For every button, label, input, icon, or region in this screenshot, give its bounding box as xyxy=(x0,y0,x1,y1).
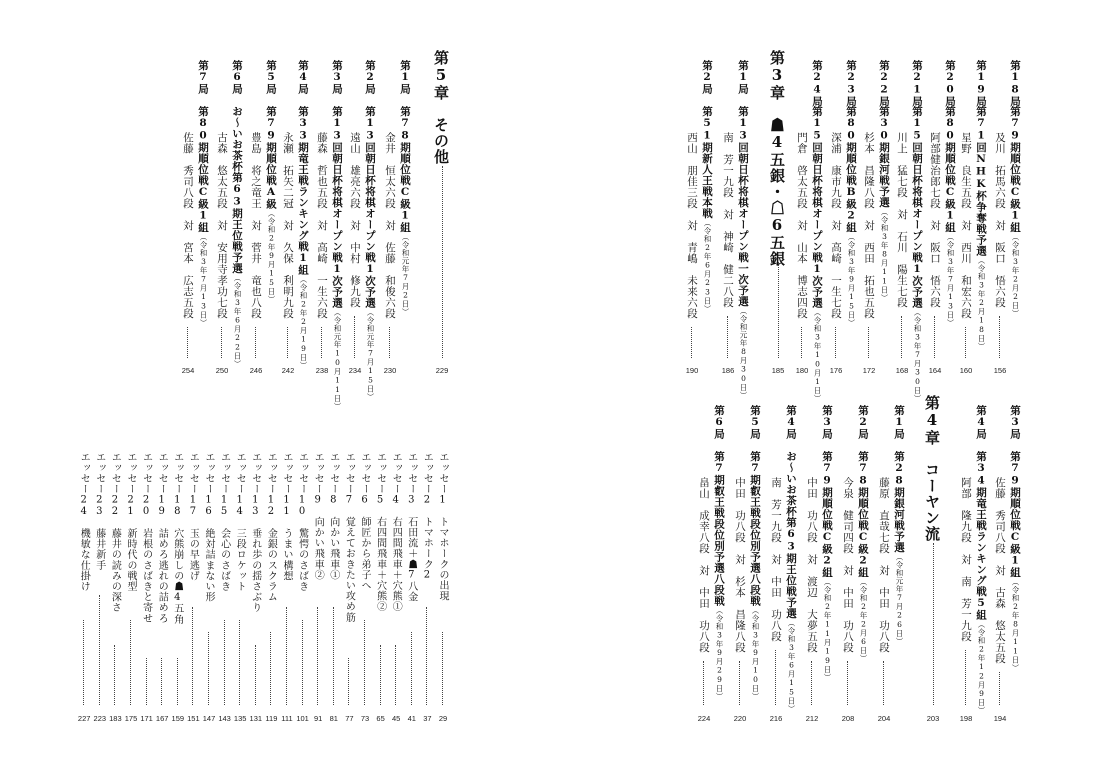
essay-item: エッセー4 右四間飛車＋穴熊① xyxy=(390,452,402,612)
game-date: （令和2年12月9日） xyxy=(977,620,986,715)
tournament-title xyxy=(856,451,870,663)
players: 中田 功八段 対 渡辺 大夢五段 xyxy=(806,477,818,653)
players: 中田 功八段 対 杉本 昌隆八段 xyxy=(734,477,746,653)
page-number: 168 xyxy=(895,366,909,375)
tournament-title xyxy=(748,451,762,701)
tournament-name: 第71回NHK杯争奪戦予選 xyxy=(975,106,987,257)
page-number: 73 xyxy=(360,714,370,723)
page-number: 216 xyxy=(769,714,783,723)
leader-dots xyxy=(442,632,443,705)
page-number: 227 xyxy=(77,714,91,723)
page-number: 208 xyxy=(841,714,855,723)
game-number: 第21局 xyxy=(911,60,923,107)
page-number: 143 xyxy=(218,714,231,723)
game-date: （令和3年9月15日） xyxy=(847,233,856,327)
game-number: 第1局 xyxy=(893,405,905,440)
page-number: 29 xyxy=(438,714,448,723)
tournament-title xyxy=(296,106,310,370)
tournament-name: 第80期順位戦B級2組 xyxy=(845,106,857,233)
tournament-title xyxy=(974,106,988,351)
essay-item: エッセー23 藤井新手 xyxy=(93,452,105,571)
players: 今泉 健司四段 対 中田 功八段 xyxy=(842,477,854,653)
tournament-name: 第34期竜王戦ランキング戦5組 xyxy=(975,451,987,621)
leader-dots xyxy=(317,607,318,705)
game-date: （令和2年2月19日） xyxy=(299,275,308,370)
leader-dots xyxy=(999,316,1000,358)
tournament-title xyxy=(736,106,750,400)
leader-dots xyxy=(348,658,349,705)
game-number: 第3局 xyxy=(331,60,343,95)
tournament-name: 第30期銀河戦予選 xyxy=(878,106,890,208)
game-number: 第5局 xyxy=(265,60,277,95)
leader-dots xyxy=(224,620,225,705)
game-number: 第4局 xyxy=(785,405,797,440)
essay-item: エッセー18 穴熊崩しの☗4五角 xyxy=(171,452,183,625)
game-date: （令和3年9月10日） xyxy=(751,606,760,701)
essay-item: エッセー22 藤井の読みの深さ xyxy=(109,452,121,613)
page-number: 238 xyxy=(315,366,329,375)
leader-dots xyxy=(389,327,390,358)
leader-dots xyxy=(933,543,934,705)
players: 西山 朋佳三段 対 青嶋 未来六段 xyxy=(686,132,698,319)
game-date: （令和3年2月18日） xyxy=(977,256,986,351)
game-number: 第7局 xyxy=(197,60,209,95)
page-number: 185 xyxy=(771,366,785,375)
game-date: （令和3年10月1日） xyxy=(813,308,822,403)
tournament-name: 第13回朝日杯将棋オープン戦1次予選 xyxy=(331,106,343,309)
players: 阿部 隆九段 対 南 芳一九段 xyxy=(960,477,972,642)
tournament-title xyxy=(196,106,210,327)
tournament-name: 第78期順位戦C級1組 xyxy=(399,106,411,233)
essay-item: エッセー6 師匠から弟子へ xyxy=(359,452,370,591)
game-date: （令和3年8月11日） xyxy=(880,208,889,302)
page-number: 190 xyxy=(685,366,699,375)
leader-dots xyxy=(411,632,412,705)
game-date: （令和3年7月13日） xyxy=(946,233,955,327)
page-number: 119 xyxy=(265,714,278,723)
tournament-name: 第79期順位戦C級1組 xyxy=(1009,106,1021,233)
players: 金井 恒太六段 対 佐藤 和俊六段 xyxy=(384,132,396,319)
tournament-title xyxy=(892,451,906,646)
page-number: 111 xyxy=(281,714,293,723)
page-number: 220 xyxy=(733,714,747,723)
page-number: 160 xyxy=(959,366,973,375)
players: 南 芳一九段 対 中田 功八段 xyxy=(770,477,782,642)
leader-dots xyxy=(146,658,147,705)
page-number: 198 xyxy=(959,714,973,723)
essay-item: エッセー20 岩根のさばきと寄せ xyxy=(140,452,152,624)
players: 永瀬 拓矢二冠 対 久保 利明九段 xyxy=(282,132,294,319)
page-number: 101 xyxy=(296,714,309,723)
page-number: 242 xyxy=(281,366,295,375)
page-number: 65 xyxy=(376,714,385,723)
tournament-name: お～いお茶杯第63期王位戦予選 xyxy=(785,451,797,619)
page-number: 250 xyxy=(215,366,229,375)
page-number: 204 xyxy=(877,714,891,723)
page-number: 183 xyxy=(109,714,122,723)
tournament-title xyxy=(712,451,726,701)
leader-dots xyxy=(83,620,84,705)
leader-dots xyxy=(380,645,381,705)
game-date: （令和2年6月23日） xyxy=(703,219,712,313)
game-number: 第2局 xyxy=(364,60,376,95)
leader-dots xyxy=(835,327,836,358)
page-number: 229 xyxy=(435,366,449,375)
tournament-name: 第80期順位戦C級1組 xyxy=(944,106,956,233)
page-number: 164 xyxy=(928,366,942,375)
game-number: 第20局 xyxy=(944,60,956,107)
page-number: 223 xyxy=(93,714,107,723)
page-number: 77 xyxy=(345,714,354,723)
essay-item: エッセー1 トマホークの出現 xyxy=(437,452,448,602)
tournament-title xyxy=(810,106,824,403)
leader-dots xyxy=(321,327,322,358)
leader-dots xyxy=(739,661,740,705)
tournament-name: 第33期竜王戦ランキング戦1組 xyxy=(297,106,309,276)
leader-dots xyxy=(426,607,427,705)
essay-item: エッセー19 詰めろ逃れの詰めろ xyxy=(156,452,168,624)
essay-item: エッセー9 向かい飛車② xyxy=(312,452,324,581)
leader-dots xyxy=(965,327,966,358)
tournament-title xyxy=(330,106,344,411)
leader-dots xyxy=(177,658,178,705)
game-date: （令和元年7月2日） xyxy=(401,233,410,316)
essay-item: エッセー11 うまい構想 xyxy=(281,452,292,582)
game-date: （令和元年7月26日） xyxy=(895,553,904,646)
tournament-name: 第78期順位戦C級2組 xyxy=(857,451,869,578)
leader-dots xyxy=(775,650,776,705)
leader-dots xyxy=(287,327,288,358)
page-number: 203 xyxy=(926,714,940,723)
tournament-name: 第79期順位戦C級2組 xyxy=(821,451,833,578)
game-date: （令和2年9月15日） xyxy=(267,209,276,304)
leader-dots xyxy=(811,661,812,705)
leader-dots xyxy=(883,661,884,705)
essay-item: エッセー15 会心のさばき xyxy=(218,452,230,592)
tournament-name: 第80期順位戦C級1組 xyxy=(197,106,209,233)
page-number: 172 xyxy=(862,366,876,375)
page-number: 91 xyxy=(314,714,323,723)
tournament-name: 第79期順位戦C級1組 xyxy=(1009,451,1021,578)
game-date: （令和3年6月22日） xyxy=(233,274,242,368)
game-number: 第1局 xyxy=(399,60,411,95)
players: 藤原 直哉七段 対 中田 功八段 xyxy=(878,477,890,653)
players: 星野 良生五段 対 西川 和宏六段 xyxy=(960,132,972,319)
essay-item: エッセー7 覚えておきたい攻め筋 xyxy=(343,452,355,623)
game-number: 第1局 xyxy=(737,60,749,95)
essay-item: エッセー21 新時代の戦型 xyxy=(125,452,136,592)
leader-dots xyxy=(364,620,365,705)
tournament-title xyxy=(974,451,988,715)
page-number: 45 xyxy=(392,714,401,723)
page-number: 41 xyxy=(407,714,416,723)
page-number: 180 xyxy=(795,366,809,375)
tournament-title xyxy=(1008,451,1022,672)
game-date: （令和3年7月30日） xyxy=(913,308,922,403)
leader-dots xyxy=(255,645,256,705)
leader-dots xyxy=(99,595,100,705)
players: 阿部健治郎七段 対 阪口 悟六段 xyxy=(929,132,941,308)
page-number: 224 xyxy=(697,714,711,723)
game-number: 第23局 xyxy=(845,60,857,107)
players: 古森 悠太五段 対 安用寺孝功七段 xyxy=(216,132,228,319)
leader-dots xyxy=(703,661,704,705)
page-number: 175 xyxy=(124,714,138,723)
game-number: 第6局 xyxy=(231,60,243,95)
tournament-name: 第7期叡王戦段位別予選八段戦 xyxy=(713,451,725,607)
game-date: （令和3年9月29日） xyxy=(715,606,724,701)
game-date: （令和元年10月11日） xyxy=(333,308,342,411)
leader-dots xyxy=(691,327,692,358)
tournament-title xyxy=(363,106,377,401)
game-number: 第19局 xyxy=(975,60,987,107)
leader-dots xyxy=(442,166,443,358)
game-number: 第24局 xyxy=(811,60,823,107)
leader-dots xyxy=(255,327,256,358)
essay-item: エッセー14 三段ロケット xyxy=(234,452,246,592)
tournament-title xyxy=(1008,106,1022,318)
tournament-name: 第51期新人王戦本戦 xyxy=(701,106,713,219)
game-date: （令和2年8月11日） xyxy=(1011,578,1020,672)
page-number: 246 xyxy=(249,366,263,375)
essay-item: エッセー3 石田流＋☗7八金 xyxy=(405,452,417,603)
page-number: 131 xyxy=(249,714,263,723)
game-number: 第18局 xyxy=(1009,60,1021,107)
page-number: 230 xyxy=(383,366,397,375)
tournament-title xyxy=(877,106,891,302)
game-number: 第5局 xyxy=(749,405,761,440)
game-number: 第2局 xyxy=(857,405,869,440)
leader-dots xyxy=(333,607,334,705)
chapter-title: 第4章 コーヤン流 xyxy=(923,395,941,542)
leader-dots xyxy=(801,327,802,358)
leader-dots xyxy=(239,620,240,705)
tournament-title xyxy=(820,451,834,682)
page-number: 171 xyxy=(140,714,153,723)
page-number: 151 xyxy=(187,714,200,723)
tournament-name: 第13回朝日杯将棋オープン戦一次予選 xyxy=(737,106,749,307)
essay-item: エッセー5 右四間飛車＋穴熊② xyxy=(374,452,386,612)
essay-item: エッセー2 トマホーク2 xyxy=(421,452,433,582)
players: 遠山 雄亮六段 対 中村 修九段 xyxy=(349,132,361,308)
players: 深浦 康市九段 対 高崎 一生七段 xyxy=(830,132,842,319)
leader-dots xyxy=(130,620,131,705)
game-number: 第2局 xyxy=(701,60,713,95)
tournament-title xyxy=(844,106,858,327)
leader-dots xyxy=(192,607,193,705)
game-number: 第6局 xyxy=(713,405,725,440)
page-number: 254 xyxy=(181,366,195,375)
page-number: 81 xyxy=(329,714,338,723)
tournament-name: 第79期順位戦A級 xyxy=(265,106,277,210)
players: 佐藤 秀司八段 対 宮本 広志五段 xyxy=(182,132,194,319)
game-date: （令和2年2月6日） xyxy=(859,578,868,663)
tournament-name: 第28期銀河戦予選 xyxy=(893,451,905,553)
essay-item: エッセー17 玉の早逃げ xyxy=(187,452,199,582)
leader-dots xyxy=(901,316,902,358)
game-date: （令和3年6月15日） xyxy=(787,619,796,713)
tournament-name: 第13回朝日杯将棋オープン戦1次予選 xyxy=(364,106,376,309)
leader-dots xyxy=(270,632,271,705)
essay-item: エッセー13 垂れ歩の揺さぶり xyxy=(249,452,261,613)
game-number: 第3局 xyxy=(821,405,833,440)
players: 及川 拓馬六段 対 阪口 悟六段 xyxy=(994,132,1006,308)
chapter-title: 第5章 その他 xyxy=(432,50,450,165)
leader-dots xyxy=(302,620,303,705)
game-date: （令和元年7月15日） xyxy=(366,308,375,401)
essay-item: エッセー8 向かい飛車① xyxy=(327,452,339,581)
tournament-title xyxy=(264,106,278,304)
tournament-title xyxy=(398,106,412,316)
players: 佐藤 秀司八段 対 古森 悠太五段 xyxy=(994,477,1006,664)
page-number: 156 xyxy=(993,366,1007,375)
players: 杉本 昌隆八段 対 西田 拓也五段 xyxy=(863,132,875,319)
game-date: （令和2年11月19日） xyxy=(823,578,832,682)
tournament-name: お～いお茶杯第63期王位戦予選 xyxy=(231,106,243,274)
players: 南 芳一九段 対 神崎 健二八段 xyxy=(722,132,734,308)
leader-dots xyxy=(208,632,209,705)
page-number: 212 xyxy=(805,714,819,723)
page-number: 186 xyxy=(721,366,735,375)
tournament-name: 第15回朝日杯将棋オープン戦1次予選 xyxy=(911,106,923,309)
page-number: 234 xyxy=(348,366,362,375)
essay-item: エッセー16 絶対詰まない形 xyxy=(203,452,214,603)
game-number: 第4局 xyxy=(975,405,987,440)
essay-item: エッセー10 驚愕のさばき xyxy=(296,452,308,592)
players: 畠山 成幸八段 対 中田 功八段 xyxy=(698,477,710,653)
leader-dots xyxy=(727,316,728,358)
page-number: 135 xyxy=(233,714,247,723)
game-number: 第4局 xyxy=(297,60,309,95)
page-number: 159 xyxy=(171,714,185,723)
tournament-title xyxy=(230,106,244,368)
game-number: 第22局 xyxy=(878,60,890,107)
tournament-title xyxy=(910,106,924,403)
tournament-title xyxy=(784,451,798,713)
leader-dots xyxy=(395,645,396,705)
players: 藤森 哲也五段 対 高崎 一生六段 xyxy=(316,132,328,319)
tournament-name: 第15回朝日杯将棋オープン戦1次予選 xyxy=(811,106,823,309)
leader-dots xyxy=(286,607,287,705)
leader-dots xyxy=(868,327,869,358)
game-date: （令和3年2月2日） xyxy=(1011,233,1020,318)
leader-dots xyxy=(161,658,162,705)
essay-item: エッセー12 金銀のスクラム xyxy=(265,452,277,603)
leader-dots xyxy=(847,661,848,705)
chapter-title: 第3章 ☗4五銀・☖6五銀 xyxy=(768,50,786,267)
leader-dots xyxy=(999,672,1000,705)
players: 川上 猛七段 対 石川 陽生七段 xyxy=(896,132,908,308)
leader-dots xyxy=(778,262,779,358)
tournament-name: 第7期叡王戦段位別予選八段戦 xyxy=(749,451,761,607)
game-number: 第3局 xyxy=(1009,405,1021,440)
leader-dots xyxy=(965,650,966,705)
leader-dots xyxy=(354,316,355,358)
page-number: 147 xyxy=(202,714,216,723)
page-number: 167 xyxy=(155,714,169,723)
essay-item: エッセー24 機敏な仕掛け xyxy=(78,452,90,592)
page-number: 37 xyxy=(423,714,432,723)
page-number: 176 xyxy=(829,366,843,375)
game-date: （令和3年7月13日） xyxy=(199,233,208,327)
players: 門倉 啓太五段 対 山本 博志四段 xyxy=(796,132,808,319)
leader-dots xyxy=(187,327,188,358)
page-number: 194 xyxy=(993,714,1007,723)
game-date: （令和元年8月30日） xyxy=(739,307,748,400)
players: 豊島 将之竜王 対 菅井 竜也八段 xyxy=(250,132,262,319)
leader-dots xyxy=(221,327,222,358)
leader-dots xyxy=(114,645,115,705)
leader-dots xyxy=(934,316,935,358)
tournament-title xyxy=(943,106,957,327)
tournament-title xyxy=(700,106,714,313)
